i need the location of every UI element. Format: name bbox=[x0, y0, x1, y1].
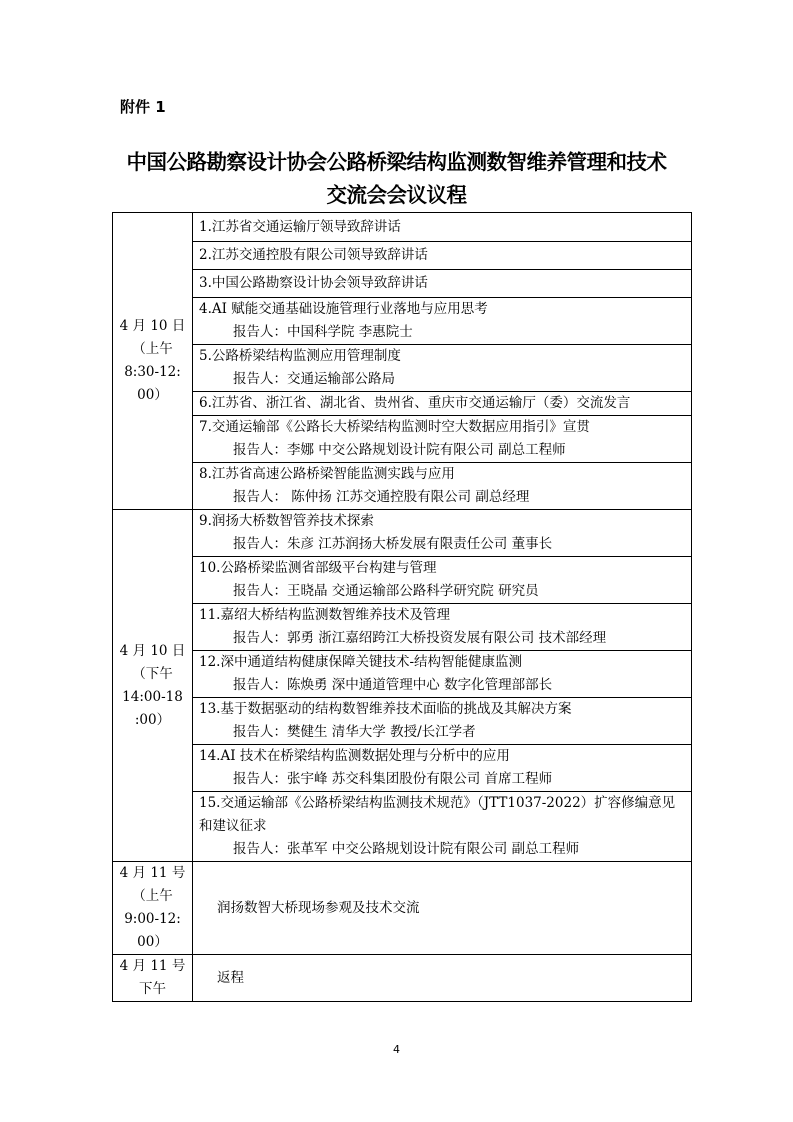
session4-activity: 返程 bbox=[193, 955, 692, 1002]
table-row bbox=[113, 557, 692, 604]
agenda-item-title: 7.交通运输部《公路长大桥梁结构监测时空大数据应用指引》宣贯 bbox=[199, 419, 590, 435]
session2-time-range: 14:00-18 bbox=[122, 688, 183, 705]
agenda-item-title: 15.交通运输部《公路桥梁结构监测技术规范》（JTT1037-2022）扩容修编意见和建议征求 bbox=[199, 795, 676, 834]
agenda-item-title: 10.公路桥梁监测省部级平台构建与管理 bbox=[199, 560, 437, 576]
agenda-item-reporter: 报告人：李娜 中交公路规划设计院有限公司 副总工程师 bbox=[233, 442, 566, 458]
agenda-item-title: 11.嘉绍大桥结构监测数智维养技术及管理 bbox=[199, 607, 450, 623]
session2-time-close: :00） bbox=[134, 711, 171, 728]
agenda-item bbox=[193, 213, 692, 242]
agenda-item-reporter: 报告人：张宇峰 苏交科集团股份有限公司 首席工程师 bbox=[233, 771, 553, 787]
table-row bbox=[113, 955, 692, 1002]
agenda-item-reporter: 报告人：张革军 中交公路规划设计院有限公司 副总工程师 bbox=[233, 841, 580, 857]
agenda-item-title: 4.AI 赋能交通基础设施管理行业落地与应用思考 bbox=[199, 301, 488, 317]
table-row bbox=[113, 604, 692, 651]
agenda-item-reporter: 报告人：樊健生 清华大学 教授/长江学者 bbox=[233, 724, 476, 740]
agenda-item bbox=[193, 463, 692, 510]
agenda-item-reporter: 报告人：朱彦 江苏润扬大桥发展有限责任公司 董事长 bbox=[233, 536, 553, 552]
agenda-item bbox=[193, 242, 692, 270]
session1-date: 4 月 10 日 bbox=[119, 318, 186, 334]
session1-time-range: 8:30-12: bbox=[124, 364, 181, 380]
table-row bbox=[113, 651, 692, 698]
agenda-item bbox=[193, 604, 692, 651]
session4-date-cell bbox=[113, 955, 193, 1002]
agenda-item bbox=[193, 557, 692, 604]
table-row bbox=[113, 345, 692, 392]
table-row bbox=[113, 416, 692, 463]
session3-time-open: （上午 bbox=[132, 888, 173, 904]
table-row bbox=[113, 298, 692, 345]
session1-time-open: （上午 bbox=[132, 341, 173, 357]
agenda-item-title: 2.江苏交通控股有限公司领导致辞讲话 bbox=[199, 247, 428, 263]
page-title bbox=[100, 146, 693, 212]
agenda-item bbox=[193, 345, 692, 392]
page-number: 4 bbox=[393, 1043, 400, 1056]
agenda-item bbox=[193, 416, 692, 463]
session2-time-open: （下午 bbox=[132, 665, 173, 682]
session3-time-close: 00） bbox=[137, 934, 168, 950]
session3-date: 4 月 11 号 bbox=[119, 865, 186, 881]
table-row bbox=[113, 745, 692, 792]
agenda-item bbox=[193, 270, 692, 298]
agenda-item bbox=[193, 745, 692, 792]
agenda-item bbox=[193, 651, 692, 698]
agenda-item-reporter: 报告人：中国科学院 李惠院士 bbox=[233, 324, 413, 340]
agenda-item-title: 6.江苏省、浙江省、湖北省、贵州省、重庆市交通运输厅（委）交流发言 bbox=[199, 395, 631, 411]
agenda-item-title: 5.公路桥梁结构监测应用管理制度 bbox=[199, 348, 401, 364]
session4-time: 下午 bbox=[139, 981, 166, 997]
agenda-item bbox=[193, 698, 692, 745]
agenda-item-reporter: 报告人：郭勇 浙江嘉绍跨江大桥投资发展有限公司 技术部经理 bbox=[233, 630, 607, 646]
agenda-item-title: 12.深中通道结构健康保障关键技术-结构智能健康监测 bbox=[199, 654, 523, 670]
table-row bbox=[113, 213, 692, 242]
table-row bbox=[113, 698, 692, 745]
session3-time-range: 9:00-12: bbox=[124, 911, 181, 927]
agenda-item-title: 3.中国公路勘察设计协会领导致辞讲话 bbox=[199, 275, 428, 291]
table-row bbox=[113, 463, 692, 510]
session1-time-close: 00） bbox=[137, 387, 168, 403]
attachment-label: 附件 1 bbox=[120, 98, 166, 116]
agenda-item bbox=[193, 392, 692, 416]
agenda-item-reporter: 报告人：交通运输部公路局 bbox=[233, 371, 395, 387]
agenda-item-title: 8.江苏省高速公路桥梁智能监测实践与应用 bbox=[199, 466, 455, 482]
session1-date-cell bbox=[113, 213, 193, 510]
agenda-item-reporter: 报告人：王晓晶 交通运输部公路科学研究院 研究员 bbox=[233, 583, 539, 599]
agenda-item bbox=[193, 510, 692, 557]
agenda-item-title: 13.基于数据驱动的结构数智维养技术面临的挑战及其解决方案 bbox=[199, 701, 572, 717]
title-line-1: 中国公路勘察设计协会公路桥梁结构监测数智维养管理和技术 bbox=[126, 150, 667, 174]
agenda-item-reporter: 报告人： 陈仲扬 江苏交通控股有限公司 副总经理 bbox=[233, 489, 530, 505]
table-row bbox=[113, 792, 692, 862]
agenda-item bbox=[193, 792, 692, 862]
agenda-item bbox=[193, 298, 692, 345]
agenda-item-title: 14.AI 技术在桥梁结构监测数据处理与分析中的应用 bbox=[199, 748, 510, 764]
table-row bbox=[113, 510, 692, 557]
session3-activity: 润扬数智大桥现场参观及技术交流 bbox=[193, 862, 692, 955]
session2-date-cell bbox=[113, 510, 193, 862]
session4-date: 4 月 11 号 bbox=[119, 958, 186, 974]
agenda-item-title: 9.润扬大桥数智管养技术探索 bbox=[199, 513, 374, 529]
table-row bbox=[113, 242, 692, 270]
session3-date-cell bbox=[113, 862, 193, 955]
table-row bbox=[113, 392, 692, 416]
table-row bbox=[113, 270, 692, 298]
agenda-item-reporter: 报告人：陈焕勇 深中通道管理中心 数字化管理部部长 bbox=[233, 677, 553, 693]
agenda-table bbox=[112, 212, 692, 1002]
agenda-item-title: 1.江苏省交通运输厅领导致辞讲话 bbox=[199, 218, 401, 235]
title-line-2: 交流会会议议程 bbox=[326, 183, 467, 207]
table-row bbox=[113, 862, 692, 955]
session2-date: 4 月 10 日 bbox=[119, 642, 186, 659]
